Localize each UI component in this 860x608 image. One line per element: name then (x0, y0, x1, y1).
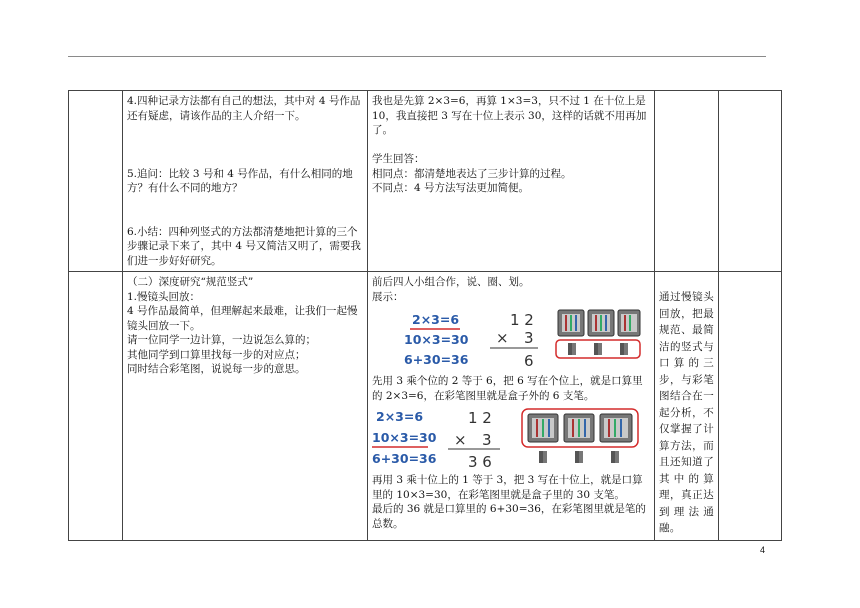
times-sign: × (496, 329, 509, 347)
header-rule (68, 56, 766, 57)
pen-box-icon (618, 310, 640, 336)
multiplicand-digits: 1 2 (468, 409, 492, 427)
multiplier-digit: 3 (524, 329, 534, 347)
multiplier-digit: 3 (482, 431, 492, 449)
instruction-text: 其他同学到口算里找每一步的对应点； (127, 348, 306, 361)
equation-1: 2×3=6 (412, 312, 460, 327)
result-digits: 3 6 (468, 453, 492, 471)
step-6-text: 6.小结：四种列竖式的方法都清楚地把计算的三个步骤记录下来了，其中 4 号又简洁又明了，需要我们进一步好好研究。 (127, 225, 361, 267)
blank-cell (69, 272, 123, 541)
blank-cell (719, 91, 782, 272)
blank-cell (719, 272, 782, 541)
page-number: 4 (760, 545, 766, 555)
pen-box-icon (564, 414, 594, 442)
pen-box-icon (588, 310, 614, 336)
equation-3: 6+30=36 (372, 451, 437, 466)
step-2-explanation: 再用 3 乘十位上的 1 等于 3，把 3 写在十位上，就是口算里的 10×3=30，在彩笔图里就是盒子里的 30 支笔。 (372, 474, 643, 501)
replay-text: 4 号作品最简单，但理解起来最难，让我们一起慢镜头回放一下。 (127, 305, 358, 332)
step-5-text: 5.追问：比较 3 号和 4 号作品，有什么相同的地方？有什么不同的地方？ (127, 167, 353, 194)
blank-cell (69, 91, 123, 272)
result-digit: 6 (524, 352, 534, 370)
table-row (69, 272, 782, 541)
step-4-text: 4.四种记录方法都有自己的想法，其中对 4 号作品还有疑虑，请该作品的主人介绍一下。 (127, 95, 361, 122)
pen-icon (568, 343, 628, 355)
equation-1: 2×3=6 (376, 409, 424, 424)
group-work-text: 前后四人小组合作，说、圈、划。 (372, 276, 530, 288)
section-heading: （二）深度研究“规范竖式” (127, 276, 254, 288)
step-3-explanation: 最后的 36 就是口算里的 6+30=36，在彩笔图里就是笔的总数。 (372, 503, 646, 530)
equation-3: 6+30=36 (404, 352, 469, 367)
pen-icon (539, 451, 619, 463)
instruction-text: 请一位同学一边计算，一边说怎么算的； (127, 334, 316, 346)
teacher-activity-cell (123, 272, 368, 541)
design-note: 通过慢镜头回放，把最规范、最简洁的竖式与口算的三步，与彩笔图结合在一起分析，不仅掌握了计算方法，而且还知道了其中的算理，真正达到理法通融。 (659, 291, 714, 534)
multiplicand-digits: 1 2 (510, 311, 534, 329)
figure-step-2 (372, 407, 650, 471)
pen-box-icon (528, 414, 558, 442)
student-activity-cell (368, 91, 655, 272)
equation-2: 10×3=30 (404, 332, 469, 347)
student-answer-label: 学生回答： (372, 153, 425, 165)
student-reply-text: 我也是先算 2×3=6，再算 1×3=3，只不过 1 在十位上是 10，我直接把 3 写在十位上表示 30，这样的话就不用再加了。 (372, 95, 647, 136)
table-row (69, 91, 782, 272)
different-point-text: 不同点：4 号方法写法更加简便。 (372, 182, 530, 194)
equation-2: 10×3=30 (372, 430, 437, 445)
note-cell (655, 272, 719, 541)
same-point-text: 相同点：都清楚地表达了三步计算的过程。 (372, 167, 572, 180)
lesson-table (68, 90, 782, 541)
step-1-explanation: 先用 3 乘个位的 2 等于 6，把 6 写在个位上，就是口算里的 2×3=6，在彩笔图里就是盒子外的 6 支笔。 (372, 375, 643, 402)
pen-box-icon (600, 414, 632, 442)
replay-label: 1.慢镜头回放： (127, 290, 201, 303)
pen-box-icon (558, 310, 584, 336)
student-activity-cell (368, 272, 655, 541)
note-cell (655, 91, 719, 272)
instruction-text: 同时结合彩笔图，说说每一步的意思。 (127, 363, 306, 375)
teacher-activity-cell (123, 91, 368, 272)
times-sign: × (454, 431, 467, 449)
display-label: 展示： (372, 290, 404, 303)
figure-step-1 (372, 308, 650, 372)
